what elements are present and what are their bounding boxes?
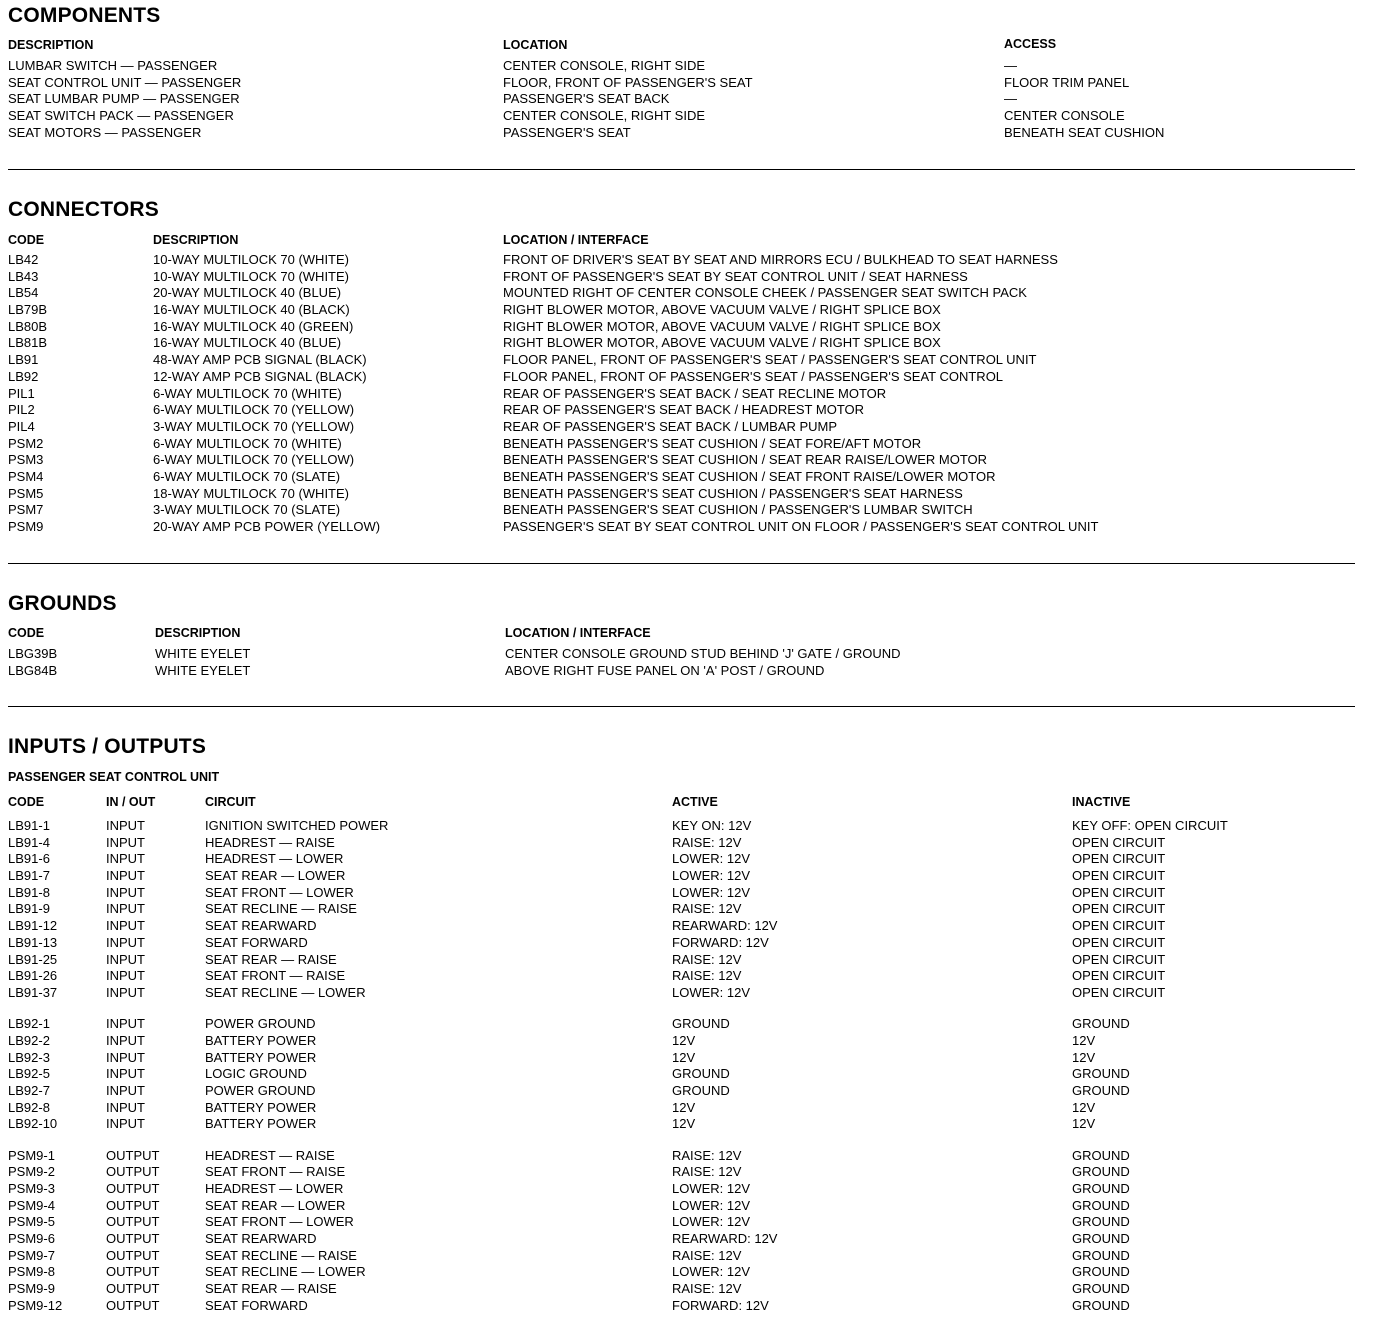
table-cell: KEY OFF: OPEN CIRCUIT: [1072, 818, 1228, 833]
table-cell: RAISE: 12V: [672, 968, 742, 984]
grounds-description-column: [155, 646, 250, 679]
table-cell: BENEATH PASSENGER'S SEAT CUSHION / PASSENGER'S SEAT HARNESS: [503, 485, 963, 501]
table-cell: FRONT OF DRIVER'S SEAT BY SEAT AND MIRRORS ECU / BULKHEAD TO SEAT HARNESS: [503, 252, 1058, 267]
section-divider: [8, 706, 1355, 707]
table-cell: FLOOR TRIM PANEL: [1004, 74, 1130, 90]
table-cell: LOWER: 12V: [672, 868, 751, 884]
table-cell: LB92-5: [8, 1066, 50, 1082]
io-header-inactive: INACTIVE: [1072, 795, 1131, 809]
table-cell: GROUND: [1072, 1197, 1130, 1213]
table-cell: LB43: [8, 268, 39, 284]
table-cell: LOWER: 12V: [672, 1180, 751, 1196]
table-cell: —: [1004, 58, 1017, 73]
table-cell: INPUT: [106, 934, 145, 950]
table-cell: LB92-8: [8, 1099, 50, 1115]
table-cell: LOWER: 12V: [672, 1197, 751, 1213]
io-header-circuit: CIRCUIT: [205, 795, 256, 809]
table-cell: POWER GROUND: [205, 1016, 316, 1032]
table-cell: WHITE EYELET: [155, 646, 251, 661]
table-cell: 12V: [672, 1049, 696, 1065]
components-header-description: DESCRIPTION: [8, 38, 94, 52]
connectors-location-column: [503, 252, 1098, 536]
io-title: INPUTS / OUTPUTS: [8, 735, 207, 758]
table-cell: RIGHT BLOWER MOTOR, ABOVE VACUUM VALVE / RIGHT SPLICE BOX: [503, 335, 941, 351]
table-cell: LOGIC GROUND: [205, 1066, 307, 1082]
table-cell: BENEATH PASSENGER'S SEAT CUSHION / SEAT FORE/AFT MOTOR: [503, 435, 922, 451]
group-spacer: [672, 1002, 777, 1017]
table-cell: OUTPUT: [106, 1297, 160, 1313]
io-active-column: [672, 818, 777, 1314]
table-cell: LB92-7: [8, 1082, 50, 1098]
table-cell: PSM9: [8, 519, 44, 534]
table-cell: REAR OF PASSENGER'S SEAT BACK / HEADREST MOTOR: [503, 402, 865, 418]
io-header-inout: IN / OUT: [106, 795, 156, 809]
components-header-location: LOCATION: [503, 38, 568, 52]
table-cell: RAISE: 12V: [672, 951, 742, 967]
table-cell: INPUT: [106, 818, 145, 833]
table-cell: GROUND: [1072, 1016, 1130, 1032]
grounds-code-column: [8, 646, 57, 679]
table-cell: 12V: [1072, 1099, 1096, 1115]
table-cell: GROUND: [1072, 1281, 1130, 1297]
table-cell: 12V: [1072, 1049, 1096, 1065]
table-cell: INPUT: [106, 1082, 145, 1098]
table-cell: LBG39B: [8, 646, 58, 661]
table-cell: ABOVE RIGHT FUSE PANEL ON 'A' POST / GROUND: [505, 662, 825, 678]
connectors-code-column: [8, 252, 47, 536]
table-cell: LBG84B: [8, 662, 58, 678]
table-cell: INPUT: [106, 851, 145, 867]
table-cell: LB92-1: [8, 1016, 50, 1032]
table-cell: PSM3: [8, 452, 44, 468]
table-cell: INPUT: [106, 1049, 145, 1065]
group-spacer: [1072, 1002, 1228, 1017]
table-cell: FLOOR PANEL, FRONT OF PASSENGER'S SEAT / PASSENGER'S SEAT CONTROL: [503, 368, 1004, 384]
group-spacer: [205, 1133, 388, 1148]
grounds-title: GROUNDS: [8, 592, 117, 615]
table-cell: OPEN CIRCUIT: [1072, 868, 1166, 884]
connectors-title: CONNECTORS: [8, 198, 159, 221]
group-spacer: [205, 1002, 388, 1017]
table-cell: BENEATH PASSENGER'S SEAT CUSHION / PASSENGER'S LUMBAR SWITCH: [503, 502, 973, 518]
table-cell: SEAT REAR — LOWER: [205, 1197, 346, 1213]
table-cell: INPUT: [106, 1032, 145, 1048]
table-cell: OPEN CIRCUIT: [1072, 884, 1166, 900]
table-cell: GROUND: [1072, 1164, 1130, 1180]
table-cell: LB91-1: [8, 818, 50, 833]
table-cell: LUMBAR SWITCH — PASSENGER: [8, 58, 218, 73]
table-cell: 16-WAY MULTILOCK 40 (GREEN): [153, 318, 354, 334]
table-cell: LOWER: 12V: [672, 1264, 751, 1280]
table-cell: LB91-4: [8, 834, 50, 850]
table-cell: 16-WAY MULTILOCK 40 (BLUE): [153, 335, 342, 351]
table-cell: LB91-7: [8, 868, 50, 884]
group-spacer: [1072, 1133, 1228, 1148]
connectors-header-location: LOCATION / INTERFACE: [503, 233, 649, 247]
table-cell: GROUND: [1072, 1180, 1130, 1196]
table-cell: FORWARD: 12V: [672, 934, 769, 950]
io-header-active: ACTIVE: [672, 795, 718, 809]
table-cell: OUTPUT: [106, 1214, 160, 1230]
table-cell: GROUND: [1072, 1247, 1130, 1263]
grounds-header-code: CODE: [8, 626, 45, 640]
table-cell: LB91: [8, 352, 39, 368]
table-cell: INPUT: [106, 868, 145, 884]
table-cell: LB91-6: [8, 851, 50, 867]
table-cell: GROUND: [1072, 1147, 1130, 1163]
table-cell: OUTPUT: [106, 1247, 160, 1263]
table-cell: REARWARD: 12V: [672, 1231, 778, 1246]
table-cell: PSM9-8: [8, 1264, 55, 1280]
table-cell: SEAT RECLINE — RAISE: [205, 901, 357, 917]
table-cell: CENTER CONSOLE, RIGHT SIDE: [503, 58, 706, 73]
table-cell: 12V: [1072, 1116, 1096, 1132]
table-cell: PSM2: [8, 435, 44, 451]
table-cell: WHITE EYELET: [155, 662, 251, 678]
table-cell: LB54: [8, 285, 39, 301]
io-header-code: CODE: [8, 795, 45, 809]
table-cell: 6-WAY MULTILOCK 70 (SLATE): [153, 468, 341, 484]
connectors-header-code: CODE: [8, 233, 45, 247]
group-spacer: [8, 1133, 62, 1148]
table-cell: 10-WAY MULTILOCK 70 (WHITE): [153, 252, 349, 267]
table-cell: PSM7: [8, 502, 44, 518]
connectors-description-column: [153, 252, 380, 536]
group-spacer: [106, 1133, 159, 1148]
table-cell: SEAT LUMBAR PUMP — PASSENGER: [8, 91, 240, 107]
table-cell: LB91-13: [8, 934, 58, 950]
table-cell: SEAT RECLINE — LOWER: [205, 1264, 366, 1280]
grounds-location-column: [505, 646, 900, 679]
table-cell: HEADREST — RAISE: [205, 834, 335, 850]
io-code-column: [8, 818, 62, 1314]
table-cell: GROUND: [1072, 1231, 1130, 1246]
table-cell: RAISE: 12V: [672, 834, 742, 850]
table-cell: 6-WAY MULTILOCK 70 (YELLOW): [153, 452, 355, 468]
table-cell: RIGHT BLOWER MOTOR, ABOVE VACUUM VALVE / RIGHT SPLICE BOX: [503, 302, 941, 318]
io-circuit-column: [205, 818, 388, 1314]
table-cell: RAISE: 12V: [672, 1164, 742, 1180]
connectors-header-description: DESCRIPTION: [153, 233, 239, 247]
table-cell: PSM9-4: [8, 1197, 55, 1213]
table-cell: REAR OF PASSENGER'S SEAT BACK / SEAT RECLINE MOTOR: [503, 385, 887, 401]
table-cell: INPUT: [106, 1099, 145, 1115]
table-cell: BENEATH PASSENGER'S SEAT CUSHION / SEAT REAR RAISE/LOWER MOTOR: [503, 452, 988, 468]
grounds-header-description: DESCRIPTION: [155, 626, 241, 640]
table-cell: OPEN CIRCUIT: [1072, 984, 1166, 1000]
table-cell: OUTPUT: [106, 1231, 160, 1246]
table-cell: BENEATH SEAT CUSHION: [1004, 124, 1165, 140]
table-cell: LB91-12: [8, 918, 58, 934]
table-cell: RAISE: 12V: [672, 1281, 742, 1297]
table-cell: LOWER: 12V: [672, 851, 751, 867]
table-cell: PSM9-6: [8, 1231, 55, 1246]
table-cell: 20-WAY MULTILOCK 40 (BLUE): [153, 285, 342, 301]
table-cell: BATTERY POWER: [205, 1099, 317, 1115]
table-cell: PSM9-12: [8, 1297, 63, 1313]
table-cell: BENEATH PASSENGER'S SEAT CUSHION / SEAT FRONT RAISE/LOWER MOTOR: [503, 468, 996, 484]
table-cell: SEAT RECLINE — LOWER: [205, 984, 366, 1000]
components-access-column: [1004, 58, 1164, 141]
table-cell: BATTERY POWER: [205, 1116, 317, 1132]
section-divider: [8, 169, 1355, 170]
table-cell: LB91-26: [8, 968, 58, 984]
table-cell: PSM5: [8, 485, 44, 501]
table-cell: FLOOR PANEL, FRONT OF PASSENGER'S SEAT / PASSENGER'S SEAT CONTROL UNIT: [503, 352, 1037, 368]
table-cell: HEADREST — RAISE: [205, 1147, 335, 1163]
table-cell: LOWER: 12V: [672, 984, 751, 1000]
io-inout-column: [106, 818, 159, 1314]
table-cell: PSM9-9: [8, 1281, 55, 1297]
table-cell: INPUT: [106, 901, 145, 917]
table-cell: OPEN CIRCUIT: [1072, 968, 1166, 984]
table-cell: INPUT: [106, 951, 145, 967]
table-cell: OPEN CIRCUIT: [1072, 901, 1166, 917]
table-cell: OUTPUT: [106, 1281, 160, 1297]
table-cell: 12V: [672, 1032, 696, 1048]
table-cell: LB92-10: [8, 1116, 58, 1132]
table-cell: INPUT: [106, 1016, 145, 1032]
table-cell: REAR OF PASSENGER'S SEAT BACK / LUMBAR PUMP: [503, 418, 838, 434]
table-cell: SEAT REARWARD: [205, 1231, 317, 1246]
group-spacer: [672, 1133, 777, 1148]
table-cell: PSM9-2: [8, 1164, 55, 1180]
table-cell: LB92: [8, 368, 39, 384]
table-cell: SEAT RECLINE — RAISE: [205, 1247, 357, 1263]
table-cell: 6-WAY MULTILOCK 70 (WHITE): [153, 435, 342, 451]
table-cell: OUTPUT: [106, 1164, 160, 1180]
table-cell: SEAT SWITCH PACK — PASSENGER: [8, 108, 234, 124]
table-cell: SEAT FRONT — RAISE: [205, 968, 346, 984]
table-cell: INPUT: [106, 1066, 145, 1082]
table-cell: 3-WAY MULTILOCK 70 (SLATE): [153, 502, 341, 518]
table-cell: SEAT FRONT — RAISE: [205, 1164, 346, 1180]
components-title: COMPONENTS: [8, 4, 161, 27]
table-cell: OPEN CIRCUIT: [1072, 851, 1166, 867]
components-description-column: [8, 58, 241, 141]
table-cell: GROUND: [672, 1082, 730, 1098]
table-cell: 20-WAY AMP PCB POWER (YELLOW): [153, 519, 381, 534]
table-cell: RAISE: 12V: [672, 1147, 742, 1163]
table-cell: 3-WAY MULTILOCK 70 (YELLOW): [153, 418, 355, 434]
components-header-access: ACCESS: [1004, 37, 1057, 51]
table-cell: SEAT REAR — LOWER: [205, 868, 346, 884]
table-cell: INPUT: [106, 1116, 145, 1132]
table-cell: SEAT FRONT — LOWER: [205, 1214, 354, 1230]
table-cell: OUTPUT: [106, 1180, 160, 1196]
table-cell: GROUND: [1072, 1297, 1130, 1313]
table-cell: BATTERY POWER: [205, 1032, 317, 1048]
table-cell: 6-WAY MULTILOCK 70 (YELLOW): [153, 402, 355, 418]
table-cell: FRONT OF PASSENGER'S SEAT BY SEAT CONTROL UNIT / SEAT HARNESS: [503, 268, 968, 284]
table-cell: PIL2: [8, 402, 35, 418]
table-cell: PASSENGER'S SEAT BY SEAT CONTROL UNIT ON FLOOR / PASSENGER'S SEAT CONTROL UNIT: [503, 519, 1099, 534]
table-cell: OUTPUT: [106, 1264, 160, 1280]
table-cell: HEADREST — LOWER: [205, 851, 344, 867]
table-cell: PASSENGER'S SEAT: [503, 124, 631, 140]
table-cell: SEAT CONTROL UNIT — PASSENGER: [8, 74, 242, 90]
table-cell: INPUT: [106, 884, 145, 900]
table-cell: LB91-9: [8, 901, 50, 917]
table-cell: PSM9-1: [8, 1147, 55, 1163]
table-cell: PIL1: [8, 385, 35, 401]
table-cell: INPUT: [106, 918, 145, 934]
table-cell: 12V: [1072, 1032, 1096, 1048]
grounds-header-location: LOCATION / INTERFACE: [505, 626, 651, 640]
table-cell: CENTER CONSOLE GROUND STUD BEHIND 'J' GATE / GROUND: [505, 646, 901, 661]
table-cell: LOWER: 12V: [672, 1214, 751, 1230]
table-cell: LB91-25: [8, 951, 58, 967]
table-cell: INPUT: [106, 984, 145, 1000]
table-cell: LB80B: [8, 318, 48, 334]
table-cell: KEY ON: 12V: [672, 818, 752, 833]
table-cell: GROUND: [1072, 1066, 1130, 1082]
io-subtitle: PASSENGER SEAT CONTROL UNIT: [8, 770, 220, 784]
table-cell: GROUND: [1072, 1214, 1130, 1230]
table-cell: POWER GROUND: [205, 1082, 316, 1098]
table-cell: HEADREST — LOWER: [205, 1180, 344, 1196]
table-cell: LB79B: [8, 302, 48, 318]
components-location-column: [503, 58, 753, 141]
table-cell: PSM9-7: [8, 1247, 55, 1263]
table-cell: OPEN CIRCUIT: [1072, 918, 1166, 934]
table-cell: LOWER: 12V: [672, 884, 751, 900]
table-cell: REARWARD: 12V: [672, 918, 778, 934]
table-cell: 16-WAY MULTILOCK 40 (BLACK): [153, 302, 350, 318]
table-cell: 12V: [672, 1099, 696, 1115]
table-cell: PASSENGER'S SEAT BACK: [503, 91, 670, 107]
table-cell: 10-WAY MULTILOCK 70 (WHITE): [153, 268, 349, 284]
table-cell: INPUT: [106, 834, 145, 850]
table-cell: OUTPUT: [106, 1197, 160, 1213]
table-cell: PSM9-3: [8, 1180, 55, 1196]
group-spacer: [8, 1002, 62, 1017]
table-cell: SEAT REAR — RAISE: [205, 1281, 337, 1297]
table-cell: SEAT MOTORS — PASSENGER: [8, 124, 202, 140]
table-cell: INPUT: [106, 968, 145, 984]
table-cell: SEAT FORWARD: [205, 934, 308, 950]
table-cell: CENTER CONSOLE, RIGHT SIDE: [503, 108, 706, 124]
table-cell: CENTER CONSOLE: [1004, 108, 1125, 124]
table-cell: LB81B: [8, 335, 48, 351]
table-cell: MOUNTED RIGHT OF CENTER CONSOLE CHEEK / PASSENGER SEAT SWITCH PACK: [503, 285, 1027, 301]
table-cell: OPEN CIRCUIT: [1072, 834, 1166, 850]
table-cell: 12V: [672, 1116, 696, 1132]
io-inactive-column: [1072, 818, 1228, 1314]
table-cell: LB91-8: [8, 884, 50, 900]
table-cell: LB42: [8, 252, 39, 267]
table-cell: GROUND: [672, 1066, 730, 1082]
group-spacer: [106, 1002, 159, 1017]
table-cell: FORWARD: 12V: [672, 1297, 769, 1313]
section-divider: [8, 563, 1355, 564]
table-cell: BATTERY POWER: [205, 1049, 317, 1065]
table-cell: PIL4: [8, 418, 35, 434]
table-cell: SEAT REAR — RAISE: [205, 951, 337, 967]
table-cell: LB92-3: [8, 1049, 50, 1065]
table-cell: —: [1004, 91, 1017, 107]
table-cell: LB92-2: [8, 1032, 50, 1048]
table-cell: RAISE: 12V: [672, 1247, 742, 1263]
table-cell: GROUND: [1072, 1082, 1130, 1098]
table-cell: GROUND: [672, 1016, 730, 1032]
table-cell: PSM9-5: [8, 1214, 55, 1230]
table-cell: OPEN CIRCUIT: [1072, 934, 1166, 950]
table-cell: 6-WAY MULTILOCK 70 (WHITE): [153, 385, 342, 401]
table-cell: SEAT FORWARD: [205, 1297, 308, 1313]
table-cell: LB91-37: [8, 984, 58, 1000]
table-cell: PSM4: [8, 468, 44, 484]
table-cell: 18-WAY MULTILOCK 70 (WHITE): [153, 485, 349, 501]
table-cell: OUTPUT: [106, 1147, 160, 1163]
table-cell: SEAT REARWARD: [205, 918, 317, 934]
table-cell: 48-WAY AMP PCB SIGNAL (BLACK): [153, 352, 367, 368]
table-cell: GROUND: [1072, 1264, 1130, 1280]
table-cell: RAISE: 12V: [672, 901, 742, 917]
table-cell: IGNITION SWITCHED POWER: [205, 818, 389, 833]
table-cell: SEAT FRONT — LOWER: [205, 884, 354, 900]
table-cell: 12-WAY AMP PCB SIGNAL (BLACK): [153, 368, 367, 384]
table-cell: FLOOR, FRONT OF PASSENGER'S SEAT: [503, 74, 753, 90]
table-cell: RIGHT BLOWER MOTOR, ABOVE VACUUM VALVE / RIGHT SPLICE BOX: [503, 318, 941, 334]
table-cell: OPEN CIRCUIT: [1072, 951, 1166, 967]
